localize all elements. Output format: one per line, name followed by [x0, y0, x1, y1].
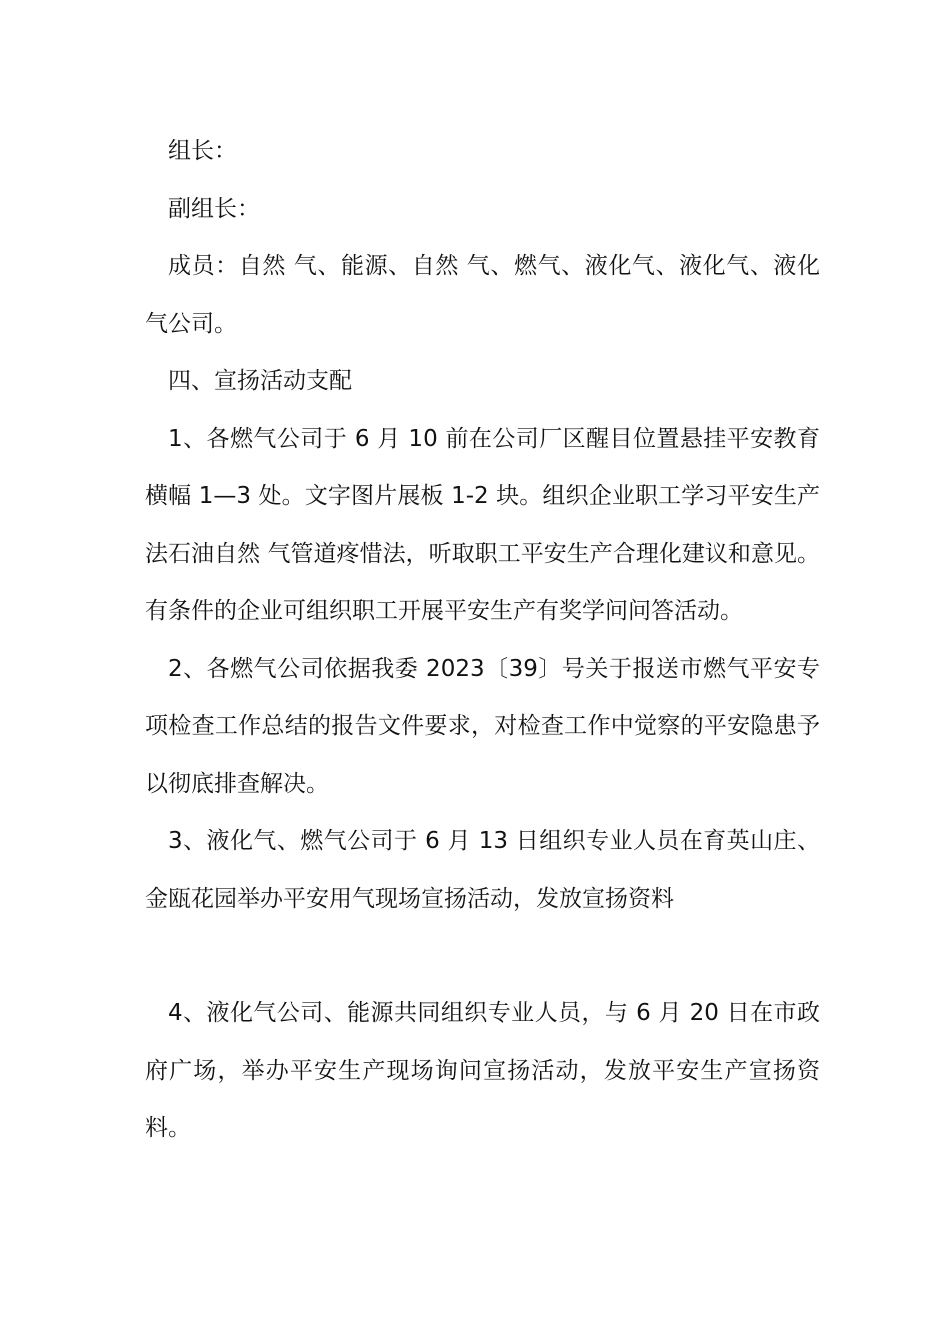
item-1-paragraph: 1、各燃气公司于 6 月 10 前在公司厂区醒目位置悬挂平安教育横幅 1—3 处。文字图片展板 1-2 块。组织企业职工学习平安生产法石油自然 气管道疼惜法，听取职工平安生产合理化建议和意见。有条件的企业可组织职工开展平安生产有奖学问问答活动。: [145, 425, 820, 624]
group-leader-line: 组长：: [168, 138, 237, 164]
item-3-paragraph: 3、液化气、燃气公司于 6 月 13 日组织专业人员在育英山庄、金瓯花园举办平安用气现场宣扬活动，发放宣扬资料: [145, 828, 820, 912]
document-body: [145, 123, 820, 1158]
item-4-paragraph: 4、液化气公司、能源共同组织专业人员，与 6 月 20 日在市政府广场，举办平安生产现场询问宣扬活动，发放平安生产宣扬资料。: [145, 1000, 820, 1141]
deputy-group-leader-line: 副组长：: [168, 195, 260, 222]
item-2-paragraph: 2、各燃气公司依据我委 2023〔39〕号关于报送市燃气平安专项检查工作总结的报告文件要求，对检查工作中觉察的平安隐患予以彻底排查解决。: [145, 655, 820, 797]
members-paragraph: 成员：自然 气、能源、自然 气、燃气、液化气、液化气、液化气公司。: [145, 253, 820, 337]
section-heading-publicity-arrangement: 四、宣扬活动支配: [168, 368, 352, 394]
